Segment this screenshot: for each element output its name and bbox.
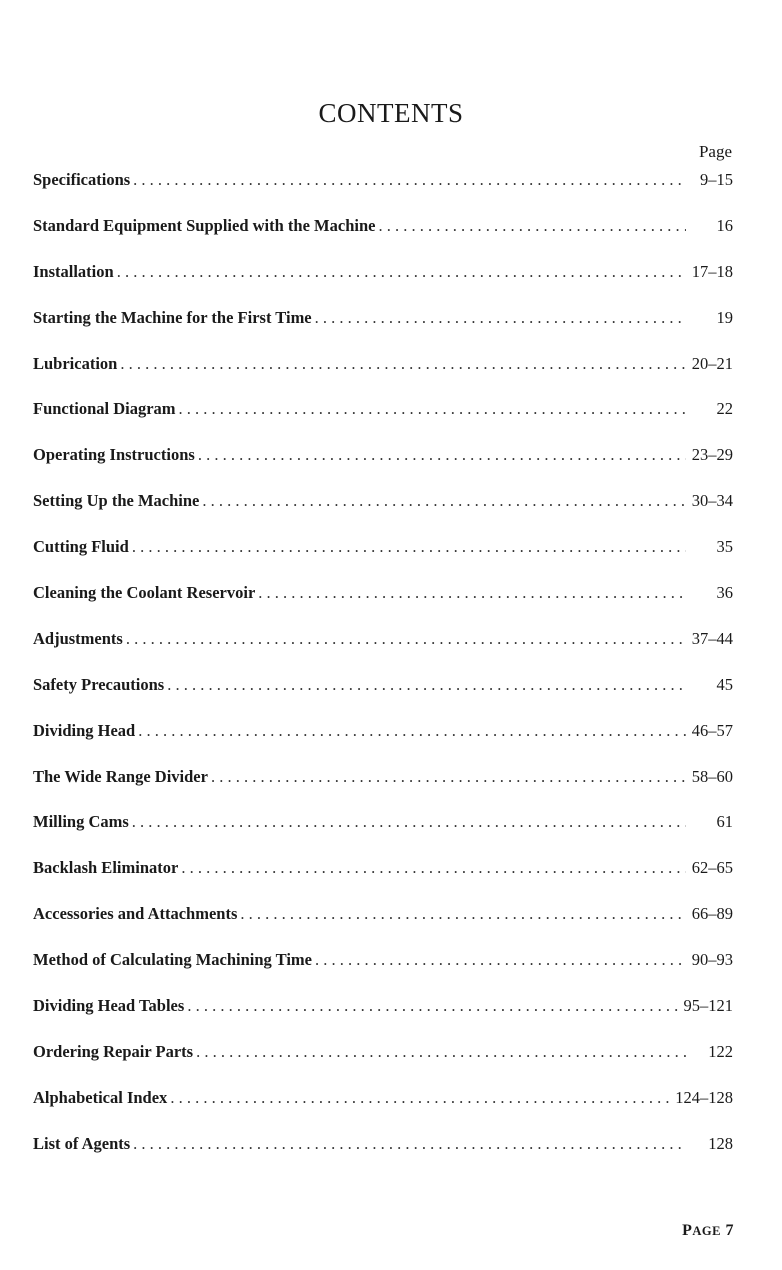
toc-entry-dividing-head-tables bbox=[33, 996, 733, 1042]
toc-entry-dividing-head bbox=[33, 721, 733, 767]
toc-entry-label: Backlash Eliminator bbox=[33, 858, 179, 878]
toc-entry-label: Dividing Head bbox=[33, 720, 136, 740]
dot-leader bbox=[117, 262, 686, 282]
toc-entry-page: 124–128 bbox=[675, 1087, 733, 1107]
dot-leader bbox=[202, 491, 686, 511]
page-number-footer bbox=[682, 1222, 734, 1240]
toc-entry-page: 45 bbox=[716, 674, 733, 694]
toc-entry-page: 9–15 bbox=[700, 170, 733, 189]
toc-entry-label: Method of Calculating Machining Time bbox=[33, 950, 312, 970]
dot-leader bbox=[138, 721, 686, 741]
toc-entry-milling-cams bbox=[33, 812, 733, 858]
toc-entry-list-of-agents bbox=[33, 1134, 733, 1180]
toc-entry-page: 22 bbox=[716, 399, 733, 419]
dot-leader bbox=[211, 767, 686, 787]
dot-leader bbox=[240, 904, 686, 924]
toc-entry-label: Setting Up the Machine bbox=[33, 491, 200, 511]
dot-leader bbox=[126, 629, 686, 649]
toc-entry-page: 37–44 bbox=[691, 628, 733, 648]
toc-entry-safety-precautions bbox=[33, 675, 733, 721]
toc-entry-label: List of Agents bbox=[33, 1133, 131, 1153]
toc-entry-label: Specifications bbox=[33, 170, 131, 189]
toc-entry-label: Starting the Machine for the First Time bbox=[33, 307, 312, 327]
toc-entry-page: 19 bbox=[716, 307, 733, 327]
dot-leader bbox=[315, 950, 686, 970]
dot-leader bbox=[378, 216, 686, 236]
toc-entry-label: Safety Precautions bbox=[33, 674, 165, 694]
toc-entry-installation bbox=[33, 262, 733, 308]
toc-entry-label: Milling Cams bbox=[33, 812, 129, 832]
toc-entry-wide-range-divider bbox=[33, 767, 733, 813]
dot-leader bbox=[132, 812, 686, 832]
toc-entry-page: 90–93 bbox=[691, 950, 733, 970]
toc-entry-label: Functional Diagram bbox=[33, 399, 176, 419]
toc-entry-specifications bbox=[33, 170, 733, 216]
toc-entry-repair-parts bbox=[33, 1042, 733, 1088]
dot-leader bbox=[196, 1042, 686, 1062]
toc-entry-functional-diagram bbox=[33, 399, 733, 445]
toc-entry-page: 58–60 bbox=[691, 766, 733, 786]
toc-entry-label: Adjustments bbox=[33, 628, 123, 648]
toc-entry-cutting-fluid bbox=[33, 537, 733, 583]
dot-leader bbox=[133, 170, 686, 190]
toc-entry-label: Installation bbox=[33, 261, 114, 281]
toc-entry-label: Cutting Fluid bbox=[33, 537, 129, 557]
dot-leader bbox=[120, 354, 686, 374]
dot-leader bbox=[170, 1088, 672, 1108]
toc-entry-page: 20–21 bbox=[691, 353, 733, 373]
toc-entry-page: 122 bbox=[708, 1041, 733, 1061]
dot-leader bbox=[258, 583, 686, 603]
toc-entry-backlash-eliminator bbox=[33, 858, 733, 904]
toc-entry-machining-time bbox=[33, 950, 733, 996]
toc-entry-accessories bbox=[33, 904, 733, 950]
page-title: CONTENTS bbox=[318, 98, 464, 128]
dot-leader bbox=[315, 308, 686, 328]
toc-entry-page: 35 bbox=[716, 537, 733, 557]
toc-entry-label: Lubrication bbox=[33, 353, 118, 373]
toc-entry-operating-instructions bbox=[33, 445, 733, 491]
footer-word: AGE bbox=[692, 1224, 721, 1238]
footer-number: 7 bbox=[725, 1222, 734, 1239]
dot-leader bbox=[181, 858, 686, 878]
toc-entry-cleaning-coolant bbox=[33, 583, 733, 629]
table-of-contents bbox=[33, 170, 733, 1180]
dot-leader bbox=[167, 675, 686, 695]
toc-entry-label: The Wide Range Divider bbox=[33, 766, 208, 786]
toc-entry-setting-up bbox=[33, 491, 733, 537]
toc-entry-standard-equipment bbox=[33, 216, 733, 262]
toc-entry-label: Ordering Repair Parts bbox=[33, 1041, 194, 1061]
toc-entry-page: 46–57 bbox=[691, 720, 733, 740]
toc-entry-alphabetical-index bbox=[33, 1088, 733, 1134]
toc-entry-page: 128 bbox=[708, 1133, 733, 1153]
toc-entry-page: 36 bbox=[716, 583, 733, 603]
toc-entry-page: 17–18 bbox=[691, 261, 733, 281]
toc-entry-label: Alphabetical Index bbox=[33, 1087, 168, 1107]
dot-leader bbox=[133, 1134, 686, 1154]
toc-entry-page: 62–65 bbox=[691, 858, 733, 878]
dot-leader bbox=[198, 445, 686, 465]
toc-entry-page: 30–34 bbox=[691, 491, 733, 511]
toc-entry-label: Cleaning the Coolant Reservoir bbox=[33, 583, 256, 603]
footer-prefix: P bbox=[682, 1222, 693, 1239]
toc-entry-label: Accessories and Attachments bbox=[33, 904, 238, 924]
toc-entry-label: Standard Equipment Supplied with the Machine bbox=[33, 215, 376, 235]
toc-entry-page: 66–89 bbox=[691, 904, 733, 924]
toc-entry-page: 16 bbox=[716, 215, 733, 235]
dot-leader bbox=[179, 399, 686, 419]
toc-entry-lubrication bbox=[33, 354, 733, 400]
toc-entry-label: Operating Instructions bbox=[33, 445, 195, 465]
toc-entry-starting-machine bbox=[33, 308, 733, 354]
dot-leader bbox=[132, 537, 686, 557]
toc-entry-label: Dividing Head Tables bbox=[33, 996, 185, 1016]
toc-entry-page: 61 bbox=[716, 812, 733, 832]
dot-leader bbox=[187, 996, 680, 1016]
page-column-header: Page bbox=[698, 142, 732, 161]
toc-entry-adjustments bbox=[33, 629, 733, 675]
toc-entry-page: 95–121 bbox=[683, 996, 733, 1016]
toc-entry-page: 23–29 bbox=[691, 445, 733, 465]
